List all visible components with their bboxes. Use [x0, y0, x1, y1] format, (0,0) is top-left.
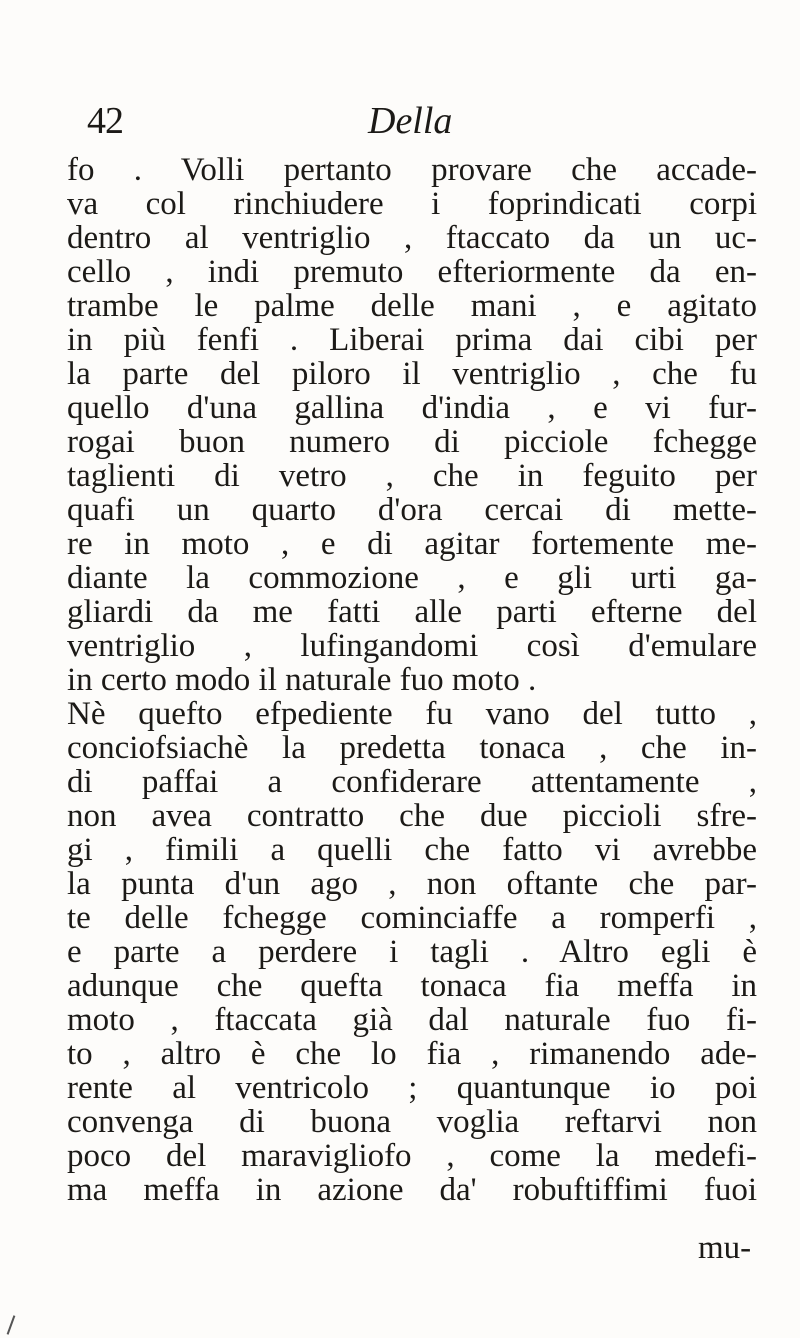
text-line: gi , fimili a quelli che fatto vi avrebbe: [67, 832, 757, 868]
text-line: te delle fchegge cominciaffe a romperfi ,: [67, 900, 757, 936]
page-edge-mark: [7, 1315, 16, 1334]
text-line: ventriglio , lufingandomi così d'emulare: [67, 628, 757, 664]
page-header: [0, 96, 800, 146]
text-line: quello d'una gallina d'india , e vi fur-: [67, 390, 757, 426]
text-line: cello , indi premuto efteriormente da en-: [67, 254, 757, 290]
text-line: in più fenfi . Liberai prima dai cibi per: [67, 322, 757, 358]
text-line: rogai buon numero di picciole fchegge: [67, 424, 757, 460]
text-line: re in moto , e di agitar fortemente me-: [67, 526, 757, 562]
text-line: di paffai a confiderare attentamente ,: [67, 764, 757, 800]
text-line: Nè quefto efpediente fu vano del tutto ,: [67, 696, 757, 732]
text-line: moto , ftaccata già dal naturale fuo fi-: [67, 1002, 757, 1038]
text-line: non avea contratto che due piccioli sfre-: [67, 798, 757, 834]
text-line: convenga di buona voglia reftarvi non: [67, 1104, 757, 1140]
text-line: trambe le palme delle mani , e agitato: [67, 288, 757, 324]
text-line: fo . Volli pertanto provare che accade-: [67, 152, 757, 188]
text-line: taglienti di vetro , che in feguito per: [67, 458, 757, 494]
text-line: in certo modo il naturale fuo moto .: [67, 662, 537, 698]
text-line: to , altro è che lo fia , rimanendo ade-: [67, 1036, 757, 1072]
text-line: dentro al ventriglio , ftaccato da un uc-: [67, 220, 757, 256]
text-line: gliardi da me fatti alle parti efterne del: [67, 594, 757, 630]
text-line: conciofsiachè la predetta tonaca , che in-: [67, 730, 757, 766]
text-line: rente al ventricolo ; quantunque io poi: [67, 1070, 757, 1106]
catchword: mu-: [698, 1230, 752, 1266]
text-line: la punta d'un ago , non oftante che par-: [67, 866, 757, 902]
text-line: va col rinchiudere i foprindicati corpi: [67, 186, 757, 222]
text-line: e parte a perdere i tagli . Altro egli è: [67, 934, 757, 970]
text-line: ma meffa in azione da' robuftiffimi fuoi: [67, 1172, 757, 1208]
text-line: la parte del piloro il ventriglio , che fu: [67, 356, 757, 392]
text-line: adunque che quefta tonaca fia meffa in: [67, 968, 757, 1004]
text-line: poco del maravigliofo , come la medefi-: [67, 1138, 757, 1174]
running-head: Della: [368, 100, 453, 142]
page-number: 42: [87, 100, 123, 142]
text-line: diante la commozione , e gli urti ga-: [67, 560, 757, 596]
text-line: quafi un quarto d'ora cercai di mette-: [67, 492, 757, 528]
